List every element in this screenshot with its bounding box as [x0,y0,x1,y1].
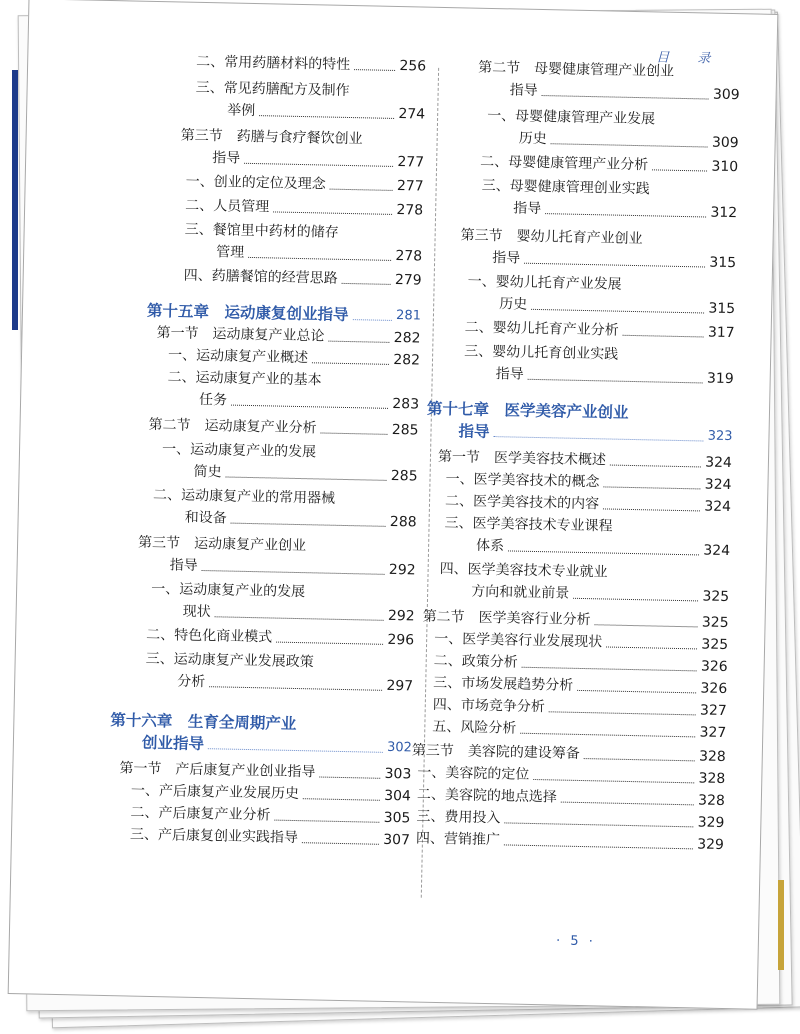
toc-entry-title-continued: 指导 [169,557,198,574]
dot-leader [330,189,393,191]
dot-leader [273,211,392,214]
toc-page-number: 328 [697,792,726,810]
toc-entry-title: 第一节 医学美容技术概述 [437,448,607,469]
dot-leader [528,379,703,384]
toc-page-number: 326 [700,680,728,698]
toc-entry-title: 三、运动康复产业发展政策 [145,650,314,671]
toc-entry-title-continued: 体系 [475,537,505,555]
dot-leader [606,646,697,649]
toc-entry-line [146,624,414,652]
dot-leader [520,733,695,738]
dot-leader [533,779,694,783]
toc-entry-line [130,824,410,852]
toc-entry-title: 第二节 医学美容行业分析 [422,608,591,629]
toc-page-number: 312 [710,204,738,222]
toc-entry [464,316,734,344]
dot-leader [542,95,709,100]
toc-page-number: 327 [699,724,727,742]
toc-page-number: 302 [386,739,413,756]
toc-entry-title-continued: 指导 [212,150,241,167]
toc-entry-line [161,460,417,487]
toc-entry-line [477,79,739,106]
toc-entry-title-continued: 方向和就业前景 [471,583,570,602]
dot-leader [202,570,385,575]
dot-leader [504,822,693,827]
toc-entry-line [467,293,735,321]
toc-entry [161,438,418,487]
toc-entry-title: 二、常用药膳材料的特性 [196,53,351,74]
toc-entry-line [460,246,736,274]
cover-edge-strip-accent [778,880,784,970]
toc-entry-line [180,146,424,173]
toc-page-number: 315 [709,254,737,272]
toc-page-number: 285 [390,467,418,485]
toc-page-number: 319 [706,370,734,388]
toc-entry-title-continued: 指导 [513,200,542,218]
toc-chapter-entry [426,398,733,448]
dot-leader [603,508,700,511]
toc-entry [146,624,414,652]
toc-entry-title: 第三节 婴幼儿托育产业创业 [460,227,643,248]
toc-page-number: 329 [697,814,725,832]
toc-chapter-entry [110,709,413,759]
toc-entry [185,171,423,198]
toc-entry-line [481,197,737,224]
toc-entry-title: 二、母婴健康管理产业分析 [480,153,649,174]
toc-entry-title-continued: 分析 [177,673,206,691]
toc-entry-title: 第三节 美容院的建设筹备 [411,742,580,762]
dot-leader [328,341,389,343]
toc-entry-title: 一、运动康复产业的发展 [151,580,306,601]
running-head: 目 录 [656,50,723,67]
toc-entry-title: 二、美容院的地点选择 [416,786,558,806]
toc-entry [477,57,740,106]
toc-entry-title: 一、医学美容行业发展现状 [434,630,603,651]
toc-page-number: 288 [389,513,417,531]
dot-leader [595,624,698,627]
toc-entry-line [184,241,422,268]
toc-page-number: 278 [396,202,424,219]
toc-entry-line [145,670,413,698]
toc-page-number: 329 [697,836,725,854]
toc-entry [439,558,730,608]
dot-leader [209,686,382,691]
toc-entry-title: 第三节 药膳与食疗餐饮创业 [180,127,363,148]
toc-entry-line [439,580,729,608]
toc-entry-line [480,151,738,178]
toc-entry-title: 三、费用投入 [416,808,501,827]
dot-leader [276,642,383,645]
dot-leader [610,465,701,468]
toc-page-number: 292 [388,561,416,579]
toc-entry-title: 第二节 母婴健康管理产业创业 [477,59,675,80]
toc-entry-title-continued: 指导 [458,422,490,442]
dot-leader [561,802,694,806]
toc-entry-title: 三、常见药膳配方及制作 [195,79,350,99]
dot-leader [215,616,384,621]
dot-leader [549,711,696,715]
toc-page-number: 282 [393,329,421,347]
toc-entry-line [150,600,414,628]
dot-leader [603,486,700,489]
toc-entry-title: 第十七章 医学美容产业创业 [426,399,629,422]
dot-leader [208,748,383,753]
toc-page-number: 324 [705,454,733,472]
toc-entry [145,648,414,698]
dot-leader [274,820,379,823]
toc-entry-title: 第一节 产后康复产业创业指导 [119,760,316,781]
toc-page-number: 324 [703,542,731,560]
toc-entry-line [486,127,738,154]
toc-entry-title: 二、婴幼儿托育产业分析 [464,319,619,339]
toc-entry-title: 二、医学美容技术的内容 [444,493,600,513]
dot-leader [508,550,699,555]
dot-leader [312,362,389,365]
toc-entry-title: 一、美容院的定位 [417,764,530,783]
dot-leader [652,169,707,171]
dot-leader [259,115,394,119]
toc-entry-line [167,388,419,415]
toc-page [8,0,779,1010]
toc-entry [460,224,737,274]
toc-entry-title-continued: 和设备 [184,509,227,527]
toc-page-number: 309 [712,86,740,104]
toc-page-number: 278 [395,247,423,265]
toc-entry-title: 二、运动康复产业的基本 [167,369,322,389]
dot-leader [623,335,704,338]
toc-page-number: 317 [707,324,735,342]
toc-page-number: 297 [386,677,414,695]
toc-entry [486,105,739,154]
toc-entry [464,340,735,390]
toc-page-number: 326 [700,658,728,676]
toc-entry [185,195,423,222]
toc-entry-title-continued: 简史 [193,463,222,481]
toc-entry-title: 一、创业的定位及理念 [185,173,326,193]
toc-entry [467,271,736,321]
toc-page-number: 285 [391,421,419,439]
toc-entry-title: 第三节 运动康复产业创业 [137,534,307,555]
toc-page-number: 277 [397,154,425,171]
toc-page-number: 283 [392,395,420,413]
page-number: · 5 · [555,933,597,950]
dot-leader [545,213,706,217]
toc-entry-line [152,506,416,534]
dot-leader [231,405,388,409]
dot-leader [244,163,393,167]
toc-page-number: 282 [393,351,421,369]
toc-page-number: 325 [701,636,729,654]
toc-entry [130,824,410,852]
toc-entry-line [464,316,734,344]
toc-entry-title: 四、市场竞争分析 [432,696,545,716]
toc-page-number: 279 [394,271,422,289]
toc-page-number: 277 [396,178,424,195]
toc-entry-title: 四、药膳餐馆的经营思路 [183,267,338,287]
toc-page-number: 274 [398,106,426,123]
toc-entry-title: 五、风险分析 [432,718,517,737]
dot-leader [319,777,380,779]
toc-entry-title: 第十六章 生育全周期产业 [110,711,297,734]
toc-entry-title-continued: 管理 [216,244,245,261]
toc-entry-title: 第十五章 运动康复创业指导 [146,301,349,325]
toc-entry [167,366,420,415]
toc-page-number: 303 [384,765,412,783]
dot-leader [354,69,395,71]
dot-leader [524,263,705,268]
toc-page-number: 324 [704,476,732,494]
toc-page-number: 292 [387,607,415,625]
dot-leader [573,598,698,602]
toc-entry-title: 四、营销推广 [415,830,501,849]
dot-leader [504,844,693,849]
toc-entry-title: 三、餐馆里中药材的储存 [184,221,339,241]
dot-leader [493,436,703,441]
toc-entry [184,265,422,292]
toc-entry-title: 一、产后康复产业发展历史 [130,782,300,803]
toc-page-number: 304 [383,787,412,805]
toc-entry [137,532,416,582]
toc-entry [180,124,425,173]
toc-entry [150,578,415,628]
toc-entry-title: 三、市场发展趋势分析 [433,674,574,694]
toc-page-number: 281 [395,308,422,324]
toc-entry-title: 三、产后康复创业实践指导 [129,826,299,847]
toc-entry-title: 一、婴幼儿托育产业发展 [467,273,622,293]
toc-entry-title-continued: 任务 [198,391,228,409]
toc-entry-line [148,414,418,442]
toc-entry-title-continued: 现状 [182,603,211,621]
toc-entry-title: 三、母婴健康管理创业实践 [481,177,650,198]
toc-left-column [92,49,427,851]
toc-entry-title: 一、母婴健康管理产业发展 [486,107,656,128]
toc-page-number: 307 [383,831,411,849]
dot-leader [531,309,704,314]
dot-leader [352,319,392,321]
toc-entry-title-continued: 指导 [495,366,524,383]
toc-entry-line [185,171,423,198]
toc-entry-title: 三、婴幼儿托育创业实践 [464,343,619,363]
toc-entry-title-continued: 举例 [227,102,256,120]
toc-entry-title: 三、医学美容技术专业课程 [444,515,613,535]
toc-entry-line [185,195,423,222]
toc-entry-title: 二、政策分析 [433,652,518,671]
dot-leader [231,523,386,527]
toc-page-number: 325 [701,614,729,632]
dot-leader [226,476,387,480]
toc-page-number: 323 [707,428,733,445]
cover-edge-strip [12,70,18,330]
toc-entry-title: 第二节 运动康复产业分析 [148,416,317,437]
toc-entry-line [464,362,734,390]
dot-leader [248,257,391,261]
toc-page-number: 315 [708,300,736,318]
toc-entry [152,484,417,534]
toc-entry-line [195,99,425,126]
toc-entry-title-continued: 指导 [492,250,521,267]
toc-entry [196,51,426,78]
dot-leader [522,667,697,672]
toc-entry-title: 一、运动康复产业的发展 [161,441,317,461]
toc-page-number: 325 [702,588,730,606]
toc-entry-title: 二、产后康复产业分析 [130,804,271,824]
dot-leader [320,432,387,434]
toc-entry-title: 二、特色化商业模式 [146,626,273,646]
dot-leader [577,690,696,693]
toc-page-number: 324 [704,498,732,516]
toc-entry-title: 二、人员管理 [185,197,270,216]
toc-entry-line [196,51,426,78]
dot-leader [551,143,708,147]
toc-entry [480,151,738,178]
toc-page-number: 328 [698,748,726,766]
toc-page-number: 296 [387,631,415,649]
toc-entry [481,175,738,224]
toc-page-number: 305 [383,809,411,827]
toc-entry [184,219,423,268]
toc-page-number: 310 [711,158,739,176]
dot-leader [303,798,380,801]
toc-entry-title-continued: 历史 [518,130,547,148]
toc-entry-line [444,534,730,562]
toc-entry-title: 第一节 运动康复产业总论 [156,325,325,345]
toc-entry-title-continued: 指导 [509,82,538,99]
toc-entry [444,512,731,562]
dot-leader [302,842,379,845]
toc-entry-title-continued: 创业指导 [141,733,205,754]
toc-entry-line [184,265,422,292]
toc-page-number: 309 [711,134,739,152]
dot-leader [342,283,391,285]
toc-page-number: 327 [699,702,727,720]
toc-entry-title: 一、运动康复产业概述 [167,347,309,367]
toc-entry-title: 一、医学美容技术的概念 [445,471,600,491]
dot-leader [584,758,695,761]
toc-entry [148,414,418,442]
toc-page-number: 256 [399,58,427,75]
toc-entry-title: 二、运动康复产业的常用器械 [152,486,336,507]
toc-entry [195,77,426,126]
toc-entry-title: 四、医学美容技术专业就业 [439,560,608,581]
toc-page-number: 328 [698,770,726,788]
toc-entry-title-continued: 历史 [499,296,528,313]
toc-entry-line [137,554,415,582]
